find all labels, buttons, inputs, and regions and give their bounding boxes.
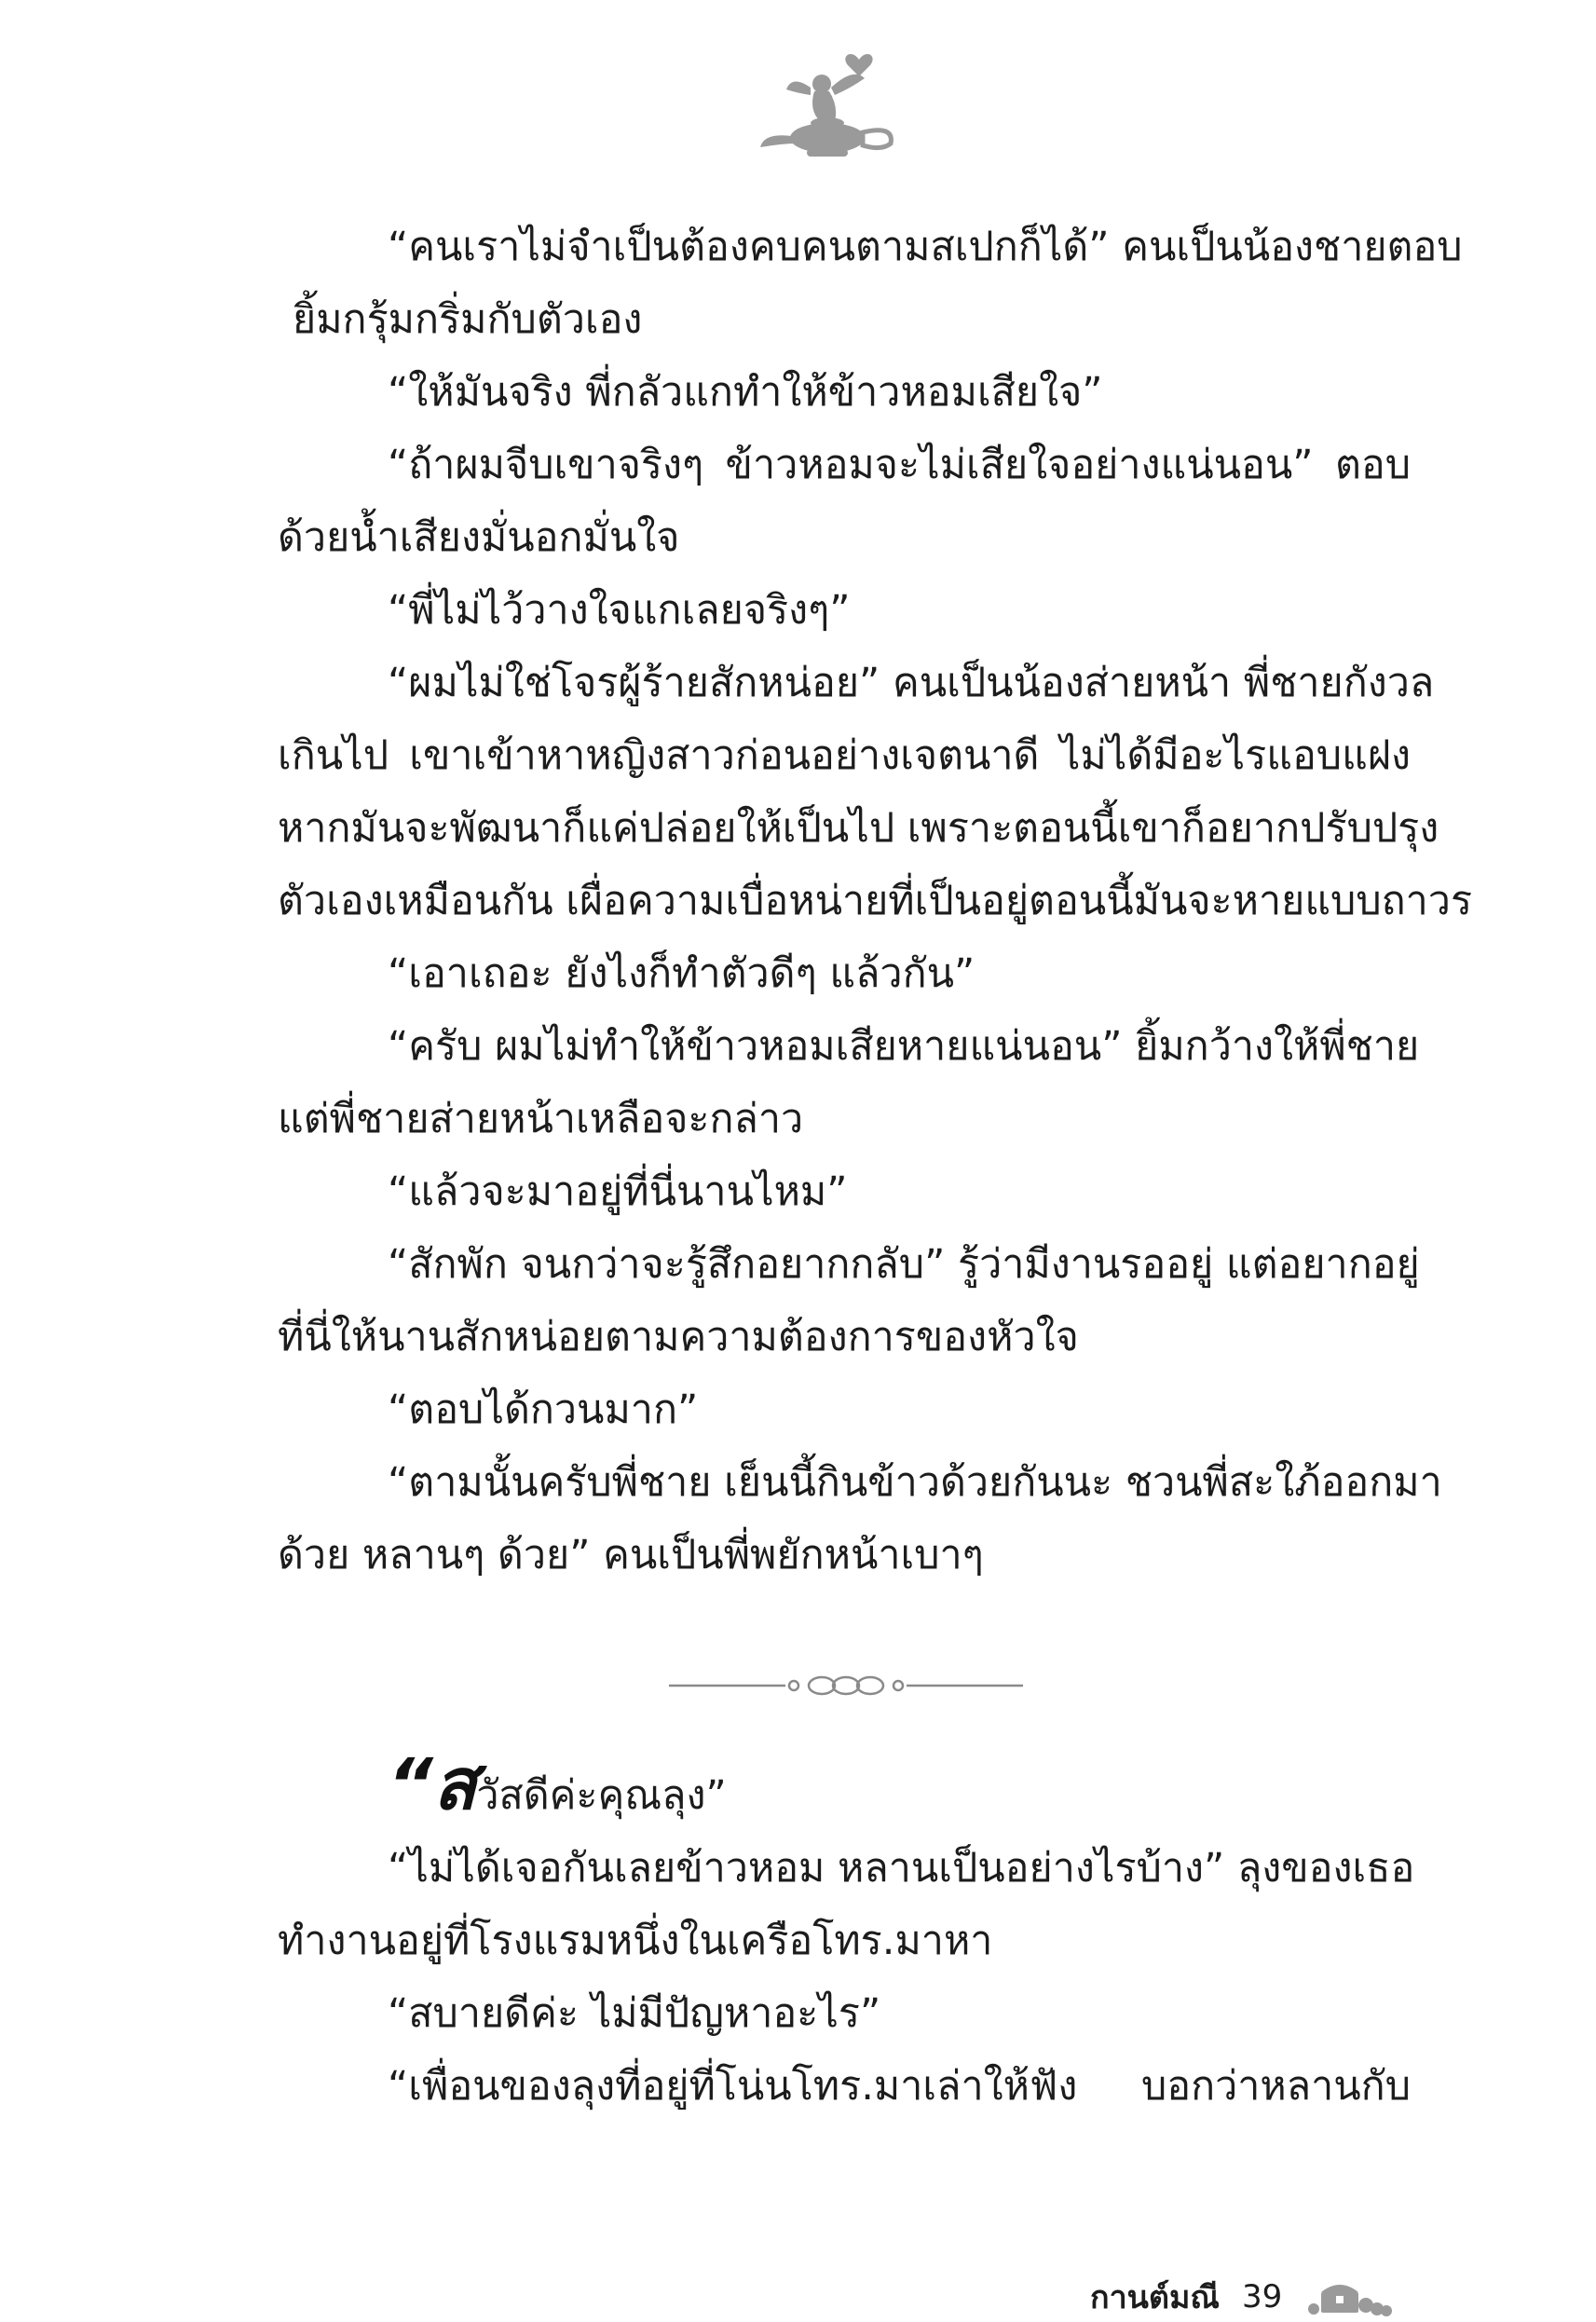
cupid-teapot-ornament-icon — [755, 47, 904, 168]
text-line: “พี่ไม่ไว้วางใจแกเลยจริงๆ” — [388, 587, 851, 634]
text-line: ด้วย หลานๆ ด้วย” คนเป็นพี่พยักหน้าเบาๆ — [278, 1532, 984, 1578]
text-line: เกินไป เขาเข้าหาหญิงสาวก่อนอย่างเจตนาดี ไม่ได้มีอะไรแอบแฝง — [278, 732, 1411, 779]
section-two-text — [278, 1742, 1415, 2123]
text-line: “เอาเถอะ ยังไงก็ทำตัวดีๆ แล้วกัน” — [388, 950, 975, 997]
text-line: “คนเราไม่จำเป็นต้องคบคนตามสเปกก็ได้” คนเป็นน้องชายตอบ — [388, 224, 1463, 270]
page-footer — [1090, 2274, 1394, 2320]
text-line: ยิ้มกรุ้มกริ่มกับตัวเอง — [293, 296, 643, 343]
text-line: ด้วยน้ำเสียงมั่นอกมั่นใจ — [278, 514, 680, 561]
text-line: วัสดีค่ะคุณลุง” — [476, 1772, 727, 1819]
text-line: ทำงานอยู่ที่โรงแรมหนึ่งในเครือโทร.มาหา — [278, 1918, 993, 1964]
section-one-text — [278, 211, 1473, 1591]
drop-cap: “ส — [388, 1742, 477, 1825]
text-line: “สักพัก จนกว่าจะรู้สึกอยากกลับ” รู้ว่ามีงานรออยู่ แต่อยากอยู่ — [388, 1241, 1420, 1288]
text-line: “เพื่อนของลุงที่อยู่ที่โน่นโทร.มาเล่าให้ฟัง บอกว่าหลานกับ — [388, 2063, 1411, 2110]
text-line: “ผมไม่ใช่โจรผู้ร้ายสักหน่อย” คนเป็นน้องส่ายหน้า พี่ชายกังวล — [388, 660, 1435, 706]
text-line: ที่นี่ให้นานสักหน่อยตามความต้องการของหัวใจ — [278, 1314, 1079, 1360]
page-number: 39 — [1241, 2278, 1283, 2315]
text-line: ตัวเองเหมือนกัน เผื่อความเบื่อหน่ายที่เป็นอยู่ตอนนี้มันจะหายแบบถาวร — [278, 878, 1473, 924]
text-line: “ตอบได้กวนมาก” — [388, 1386, 699, 1433]
book-title: กานต์มณี — [1090, 2279, 1220, 2316]
text-line: “แล้วจะมาอยู่ที่นี่นานไหม” — [388, 1168, 848, 1215]
text-line: หากมันจะพัฒนาก็แค่ปล่อยให้เป็นไป เพราะตอนนี้เขาก็อยากปรับปรุง — [278, 805, 1439, 852]
opening-line — [278, 1742, 1411, 1832]
text-line: “ครับ ผมไม่ทำให้ข้าวหอมเสียหายแน่นอน” ยิ้มกว้างให้พี่ชาย — [388, 1023, 1420, 1070]
ornamental-divider-icon — [669, 1672, 1023, 1700]
text-line: “ถ้าผมจีบเขาจริงๆ ข้าวหอมจะไม่เสียใจอย่างแน่นอน” ตอบ — [388, 442, 1411, 488]
text-line: “สบายดีค่ะ ไม่มีปัญหาอะไร” — [388, 1990, 881, 2037]
text-line: “ไม่ได้เจอกันเลยข้าวหอม หลานเป็นอย่างไรบ้าง” ลุงของเธอ — [388, 1845, 1415, 1892]
text-line: “ให้มันจริง พี่กลัวแกทำให้ข้าวหอมเสียใจ” — [388, 369, 1103, 416]
text-line: “ตามนั้นครับพี่ชาย เย็นนี้กินข้าวด้วยกันนะ ชวนพี่สะใภ้ออกมา — [388, 1459, 1442, 1506]
text-line: แต่พี่ชายส่ายหน้าเหลือจะกล่าว — [278, 1096, 804, 1142]
treasure-chest-icon — [1304, 2275, 1394, 2318]
